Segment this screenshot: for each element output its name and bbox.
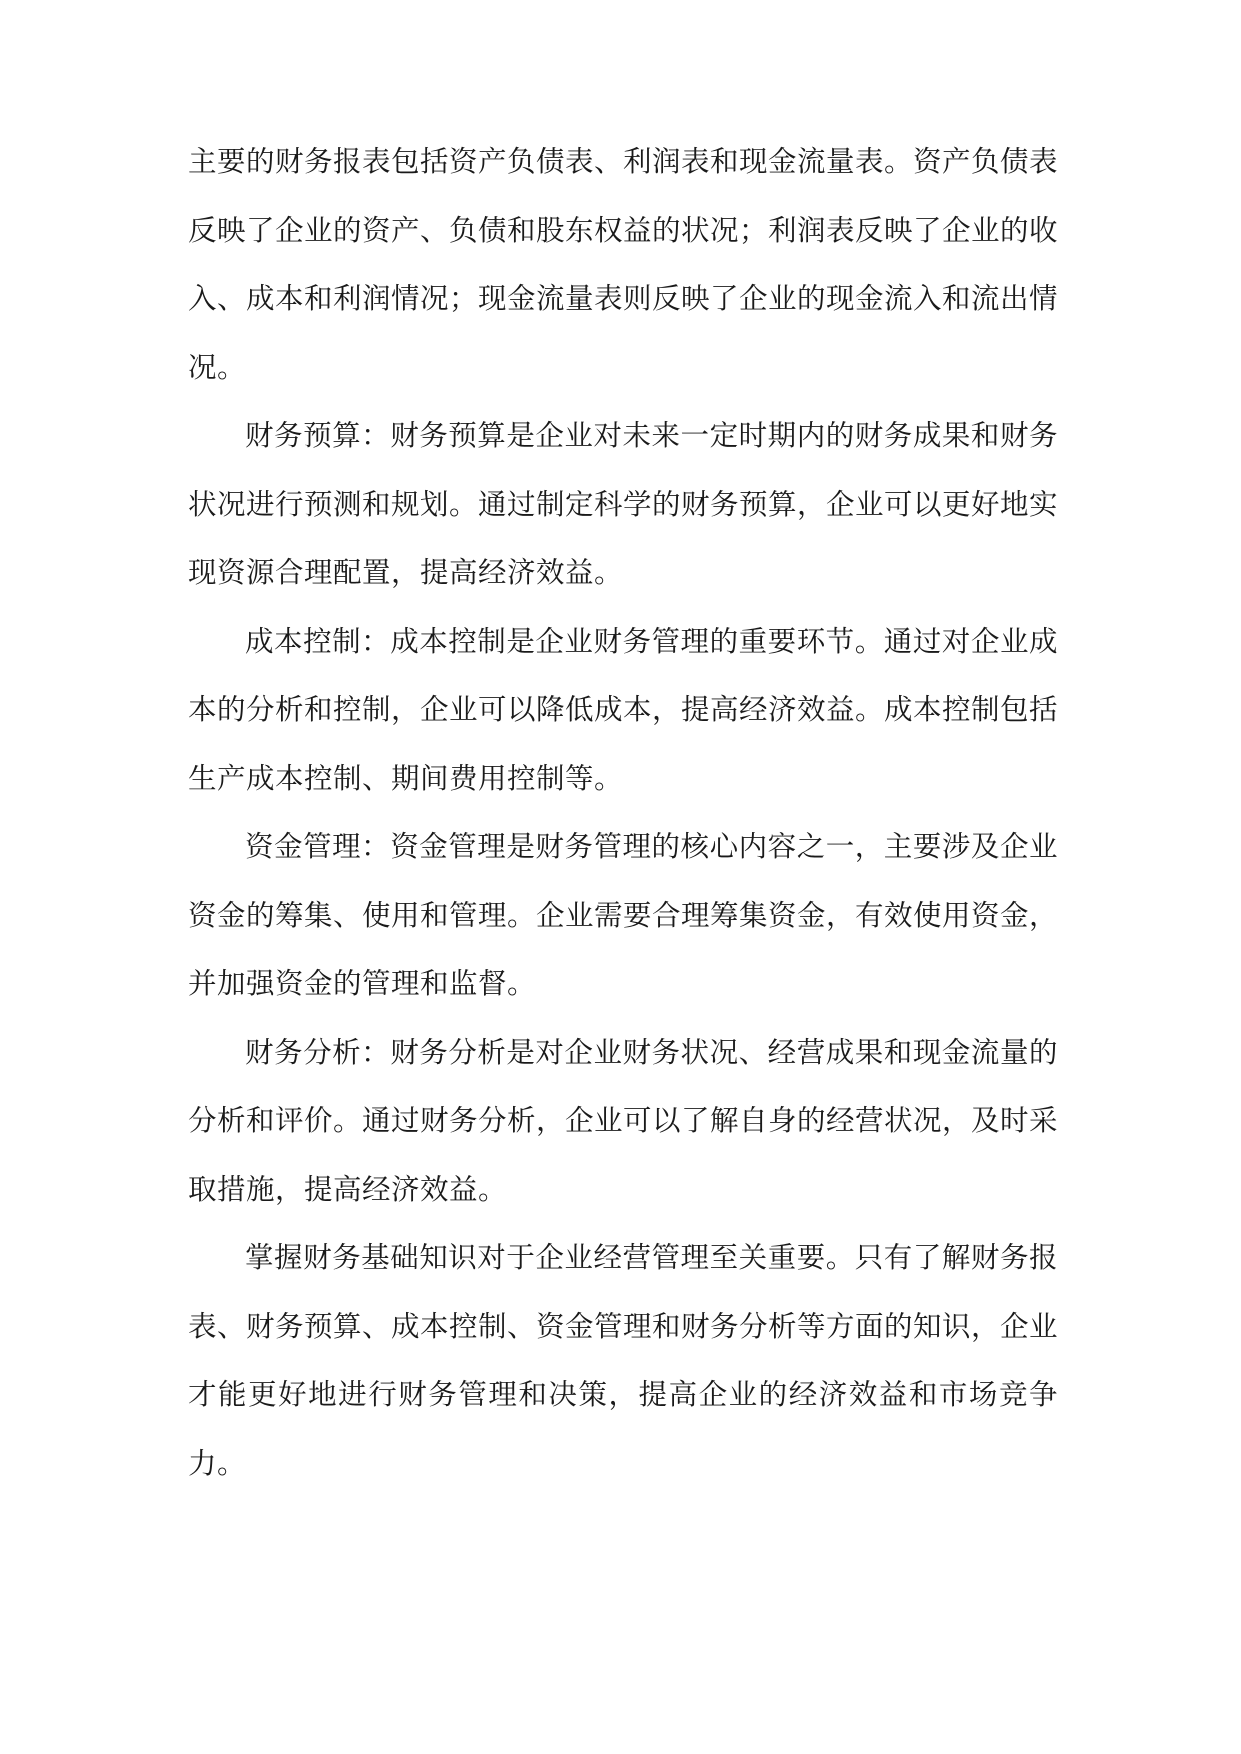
paragraph-financial-analysis: [188, 1019, 1058, 1225]
paragraph-text: 成本控制是企业财务管理的重要环节。通过对企业成本的分析和控制，企业可以降低成本，提高经济效益。成本控制包括生产成本控制、期间费用控制等。: [188, 624, 1059, 795]
paragraph-financial-budget: [188, 402, 1058, 608]
paragraph-lead: 成本控制：: [245, 624, 391, 658]
paragraph-cost-control: [188, 608, 1058, 814]
paragraph-text: 掌握财务基础知识对于企业经营管理至关重要。只有了解财务报表、财务预算、成本控制、资金管理和财务分析等方面的知识，企业才能更好地进行财务管理和决策，提高企业的经济效益和市场竞争力。: [188, 1241, 1059, 1480]
paragraph-text: 财务分析是对企业财务状况、经营成果和现金流量的分析和评价。通过财务分析，企业可以了解自身的经营状况，及时采取措施，提高经济效益。: [188, 1035, 1059, 1206]
paragraph-conclusion: [188, 1224, 1058, 1498]
paragraph-text: 资金管理是财务管理的核心内容之一，主要涉及企业资金的筹集、使用和管理。企业需要合理筹集资金，有效使用资金，并加强资金的管理和监督。: [188, 830, 1059, 1000]
paragraph-lead: 财务分析：: [245, 1035, 391, 1069]
paragraph-lead: 财务预算：: [245, 419, 391, 452]
paragraph-text: 财务预算是企业对未来一定时期内的财务成果和财务状况进行预测和规划。通过制定科学的财务预算，企业可以更好地实现资源合理配置，提高经济效益。: [188, 419, 1059, 589]
paragraph-fund-management: [188, 813, 1058, 1019]
document-body: [188, 128, 1058, 1498]
paragraph-lead: 资金管理：: [245, 830, 391, 863]
paragraph-financial-statements: [188, 128, 1058, 402]
paragraph-text: 主要的财务报表包括资产负债表、利润表和现金流量表。资产负债表反映了企业的资产、负债和股东权益的状况；利润表反映了企业的收入、成本和利润情况；现金流量表则反映了企业的现金流入和流出情况。: [188, 145, 1059, 384]
